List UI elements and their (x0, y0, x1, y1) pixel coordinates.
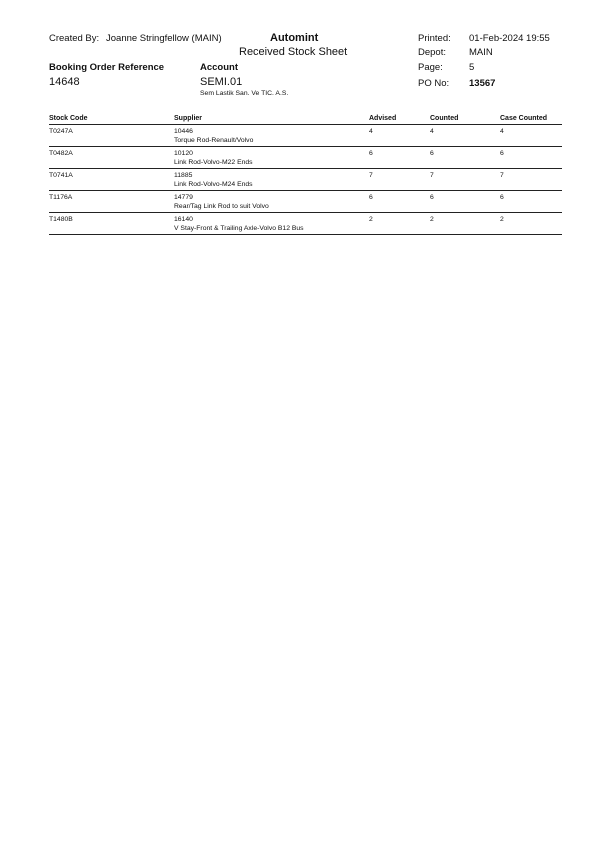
depot-label: Depot: (418, 47, 446, 58)
supplier-code: 16140 (174, 216, 193, 223)
booking-ref-label: Booking Order Reference (49, 62, 165, 73)
company-name: Automint (270, 32, 319, 44)
table-row (0, 213, 595, 235)
advised-qty: 2 (369, 216, 373, 223)
table-row (0, 147, 595, 169)
printed-value: 01-Feb-2024 19:55 (469, 33, 550, 44)
table-row (0, 191, 595, 213)
depot-value: MAIN (469, 47, 493, 58)
advised-qty: 6 (369, 194, 373, 201)
booking-ref-value: 14648 (49, 76, 80, 88)
stock-code: T1176A (49, 194, 73, 201)
col-stock-code: Stock Code (49, 115, 88, 122)
table-row (0, 125, 595, 147)
item-description: Torque Rod-Renault/Volvo (174, 137, 254, 144)
row-divider (49, 234, 562, 235)
counted-qty: 4 (430, 128, 434, 135)
item-description: V Stay-Front & Trailing Axle-Volvo B12 Bus (174, 225, 304, 232)
advised-qty: 6 (369, 150, 373, 157)
item-description: Link Rod-Volvo-M22 Ends (174, 159, 253, 166)
supplier-code: 10120 (174, 150, 193, 157)
stock-code: T0247A (49, 128, 73, 135)
table-row (0, 169, 595, 191)
po-value: 13567 (469, 78, 496, 89)
col-counted: Counted (430, 115, 459, 122)
advised-qty: 7 (369, 172, 373, 179)
po-label: PO No: (418, 78, 450, 89)
case-counted-qty: 2 (500, 216, 504, 223)
printed-label: Printed: (418, 33, 451, 44)
created-by-label: Created By: (49, 33, 100, 44)
case-counted-qty: 6 (500, 150, 504, 157)
col-supplier: Supplier (174, 115, 203, 122)
sheet-title: Received Stock Sheet (239, 46, 348, 58)
item-description: Rear/Tag Link Rod to suit Volvo (174, 203, 269, 210)
stock-code: T1480B (49, 216, 73, 223)
account-label: Account (200, 62, 238, 73)
created-by-value: Joanne Stringfellow (MAIN) (106, 33, 222, 44)
account-code: SEMI.01 (200, 76, 243, 88)
account-name: Sem Lastik San. Ve TIC. A.S. (200, 90, 289, 97)
counted-qty: 2 (430, 216, 434, 223)
col-case-counted: Case Counted (500, 115, 548, 122)
case-counted-qty: 6 (500, 194, 504, 201)
counted-qty: 6 (430, 150, 434, 157)
supplier-code: 10446 (174, 128, 193, 135)
item-description: Link Rod-Volvo-M24 Ends (174, 181, 253, 188)
stock-code: T0741A (49, 172, 73, 179)
advised-qty: 4 (369, 128, 373, 135)
supplier-code: 14779 (174, 194, 193, 201)
page-value: 5 (469, 62, 475, 73)
case-counted-qty: 4 (500, 128, 504, 135)
counted-qty: 6 (430, 194, 434, 201)
counted-qty: 7 (430, 172, 434, 179)
supplier-code: 11885 (174, 172, 193, 179)
page-label: Page: (418, 62, 443, 73)
case-counted-qty: 7 (500, 172, 504, 179)
stock-code: T0482A (49, 150, 73, 157)
col-advised: Advised (369, 115, 397, 122)
